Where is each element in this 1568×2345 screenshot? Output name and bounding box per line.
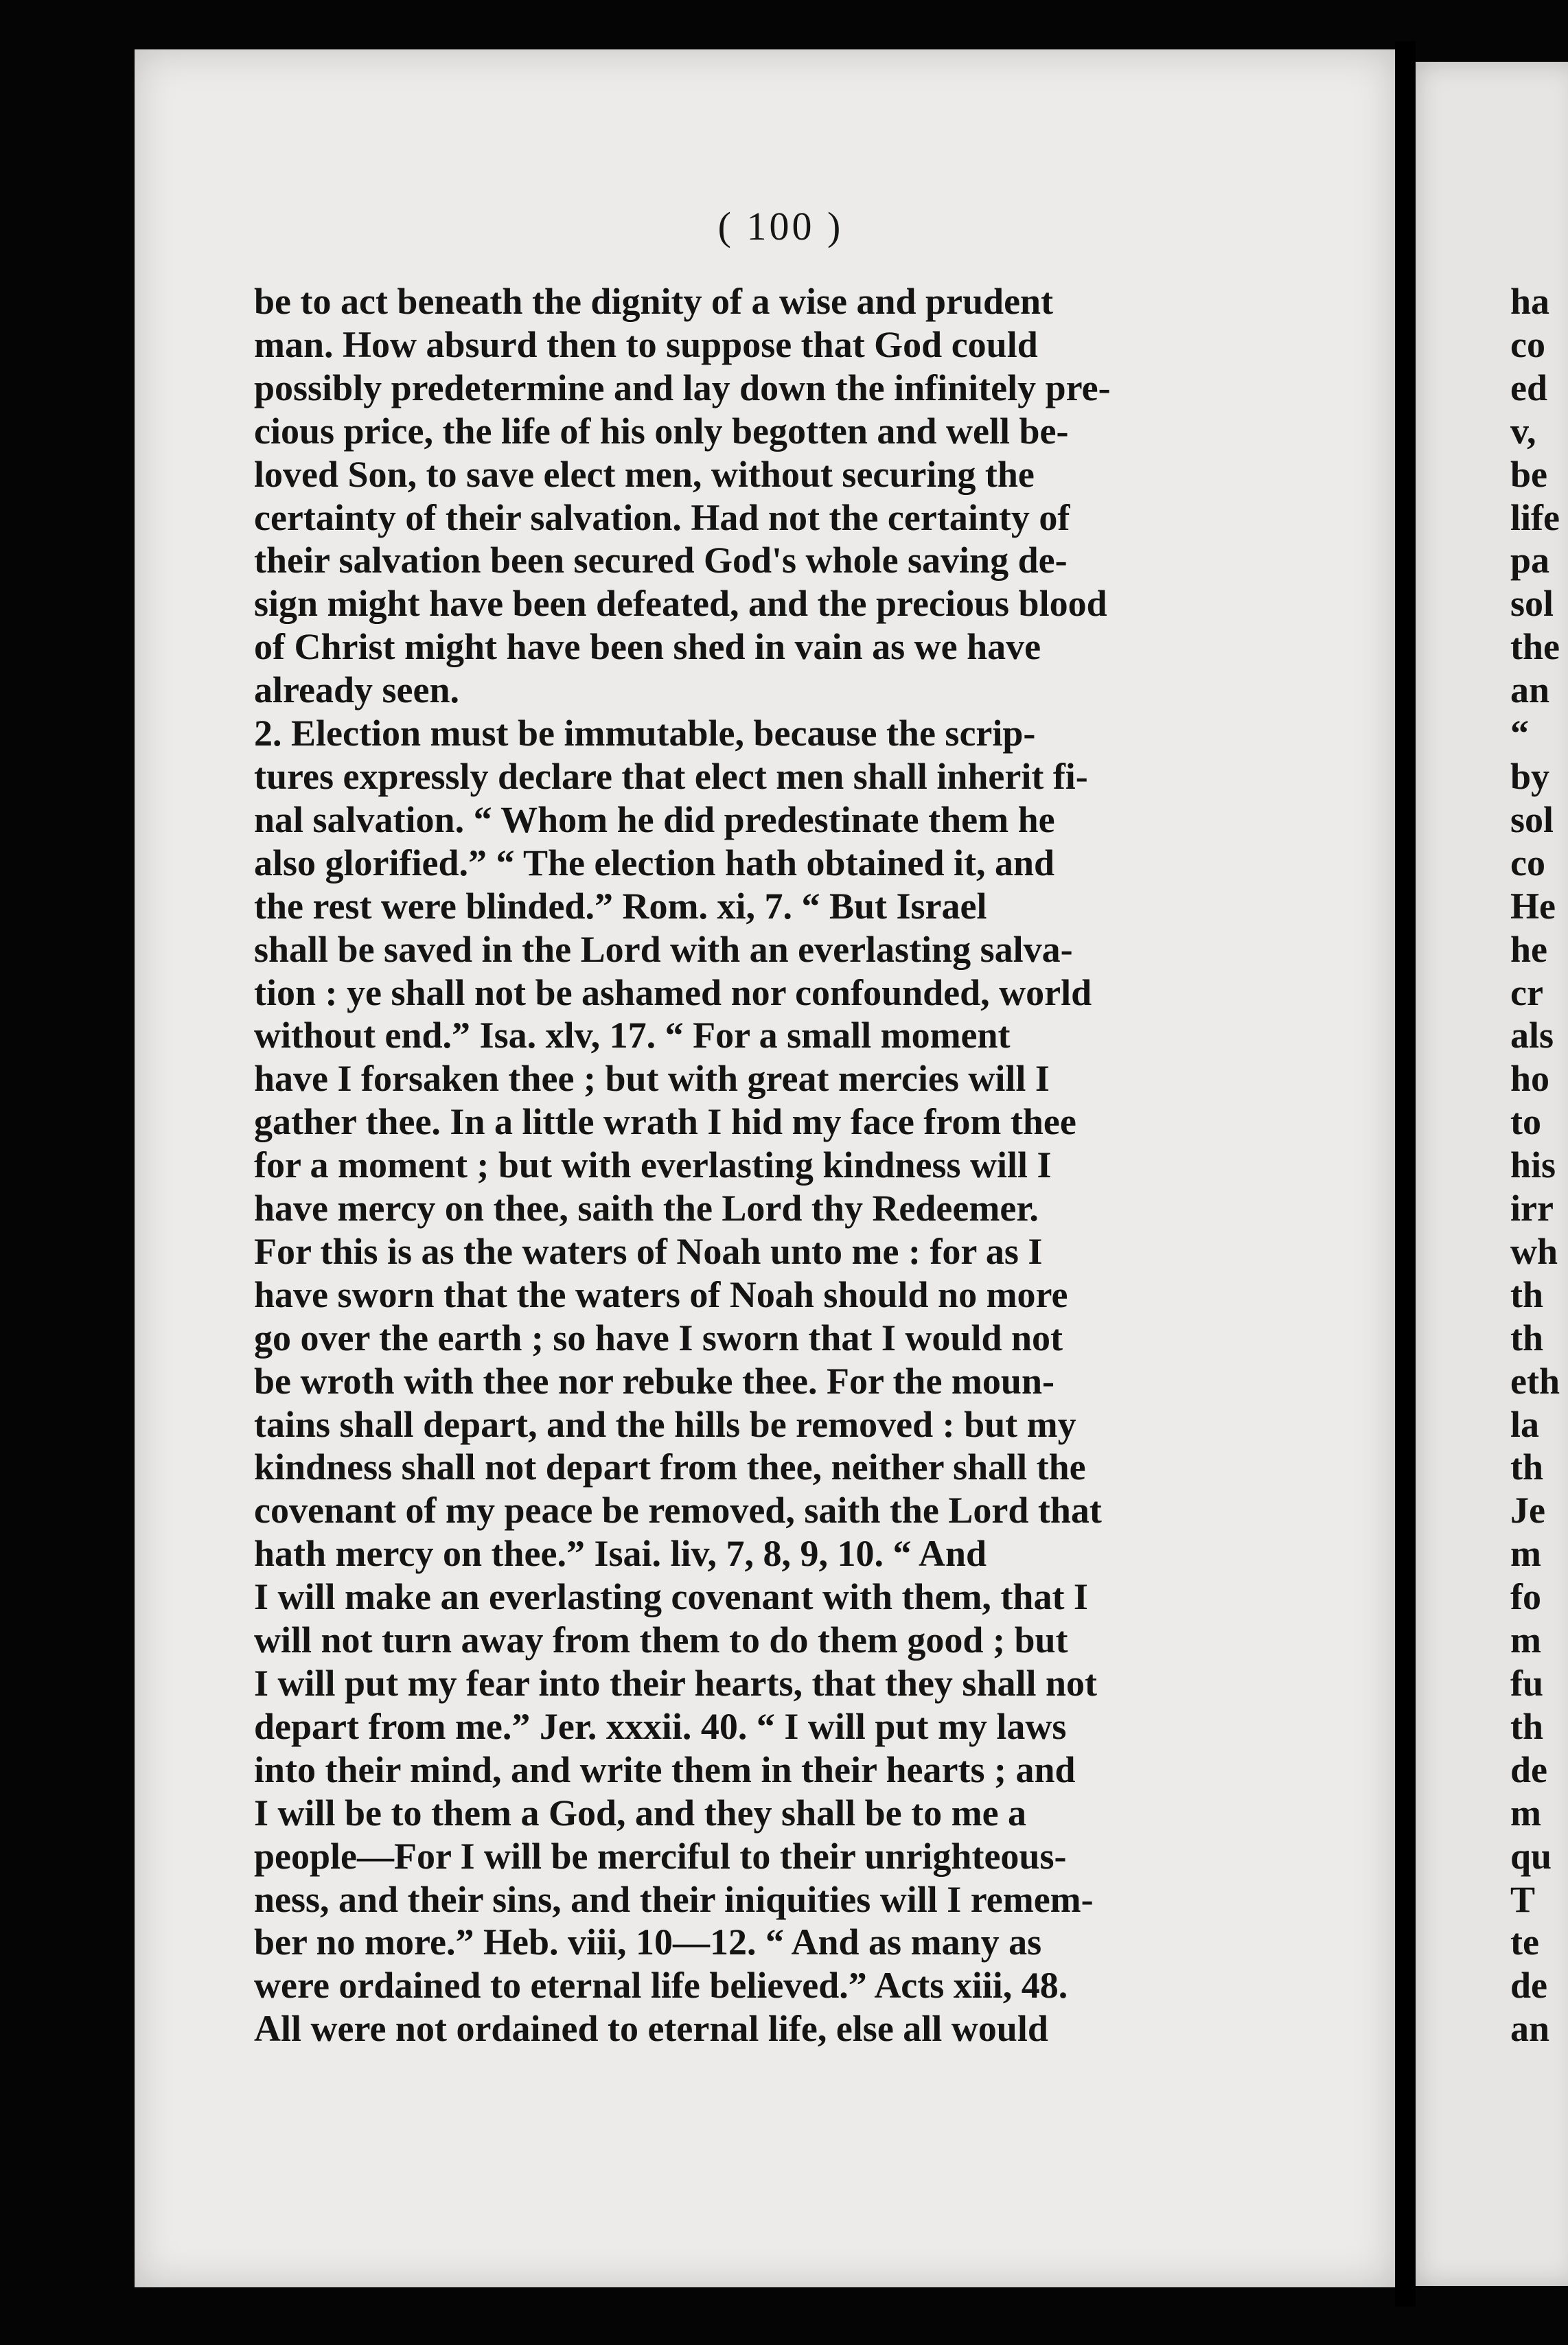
text-line: into their mind, and write them in their hearts ; and [254,1748,1076,1790]
text-line: kindness shall not depart from thee, neither shall the [254,1446,1086,1488]
right-page-line-fragment: te [1510,1921,1539,1963]
text-line: people—For I will be merciful to their unrighteous- [254,1835,1067,1877]
text-line: will not turn away from them to do them good ; but [254,1619,1068,1661]
right-page-fragment-text [1510,280,1568,2051]
right-page-line-fragment: he [1510,928,1547,970]
text-line: also glorified.” “ The election hath obtained it, and [254,842,1055,883]
text-line: have I forsaken thee ; but with great mercies will I [254,1058,1050,1100]
page-number-text: ( 100 ) [717,204,844,249]
right-page-line-fragment: th [1510,1705,1544,1747]
text-line: for a moment ; but with everlasting kindness will I [254,1144,1052,1186]
right-page-line-fragment: fo [1510,1576,1541,1618]
right-page-line-fragment: to [1510,1101,1541,1143]
right-page-line-fragment: sol [1510,583,1554,625]
text-line: sign might have been defeated, and the precious blood [254,583,1107,625]
right-page-line-fragment: co [1510,323,1545,365]
text-line: tion : ye shall not be ashamed nor confounded, world [254,971,1092,1013]
right-page-line-fragment: la [1510,1403,1540,1445]
text-line: loved Son, to save elect men, without securing the [254,453,1035,495]
right-page-line-fragment: ho [1510,1058,1550,1100]
right-page-line-fragment: de [1510,1748,1547,1790]
text-line: ness, and their sins, and their iniquities will I remem- [254,1878,1094,1920]
text-line: have mercy on thee, saith the Lord thy Redeemer. [254,1188,1039,1229]
text-line: possibly predetermine and lay down the infinitely pre- [254,367,1111,408]
right-page-line-fragment: de [1510,1965,1547,2007]
right-page-line-fragment: th [1510,1273,1544,1315]
right-page-line-fragment: m [1510,1619,1541,1661]
right-page-line-fragment: an [1510,2008,1550,2050]
page-number [0,203,1568,249]
text-line: be wroth with thee nor rebuke thee. For the moun- [254,1360,1054,1402]
text-line: cious price, the life of his only begotten and well be- [254,410,1069,452]
right-page-line-fragment: qu [1510,1835,1552,1877]
right-page-line-fragment: be [1510,453,1547,495]
right-page-line-fragment: eth [1510,1360,1560,1402]
text-line: without end.” Isa. xlv, 17. “ For a small moment [254,1015,1011,1056]
text-line: All were not ordained to eternal life, else all would [254,2008,1048,2050]
text-line: hath mercy on thee.” Isai. liv, 7, 8, 9, 10. “ And [254,1533,987,1575]
right-page-line-fragment: co [1510,842,1545,883]
right-page-line-fragment: “ [1510,713,1529,754]
right-page-line-fragment: irr [1510,1188,1554,1229]
text-line: the rest were blinded.” Rom. xi, 7. “ But Israel [254,885,987,927]
right-page-line-fragment: als [1510,1015,1554,1056]
right-page-line-fragment: by [1510,755,1550,797]
text-line: I will be to them a God, and they shall be to me a [254,1792,1027,1834]
right-page-line-fragment: cr [1510,971,1543,1013]
right-page-line-fragment: He [1510,885,1556,927]
right-page-line-fragment: life [1510,496,1560,538]
right-page-line-fragment: the [1510,626,1560,668]
text-line: certainty of their salvation. Had not the certainty of [254,496,1070,538]
right-page-line-fragment: m [1510,1792,1541,1834]
text-line: depart from me.” Jer. xxxii. 40. “ I will put my laws [254,1705,1067,1747]
book-gutter [1395,41,1416,2307]
right-page-line-fragment: v, [1510,410,1536,452]
text-line: I will make an everlasting covenant with them, that I [254,1576,1088,1618]
right-page-line-fragment: m [1510,1533,1541,1575]
right-page-line-fragment: his [1510,1144,1556,1186]
text-line: tures expressly declare that elect men shall inherit fi- [254,755,1088,797]
text-line: tains shall depart, and the hills be removed : but my [254,1403,1076,1445]
text-line: 2. Election must be immutable, because the scrip- [254,713,1036,754]
right-page-line-fragment: ha [1510,281,1550,322]
text-line: go over the earth ; so have I sworn that I would not [254,1317,1063,1359]
text-line: ber no more.” Heb. viii, 10—12. “ And as many as [254,1921,1042,1963]
right-page-line-fragment: sol [1510,798,1554,840]
right-page-line-fragment: an [1510,669,1550,711]
right-page-line-fragment: wh [1510,1230,1558,1272]
right-page-line-fragment: T [1510,1878,1536,1920]
right-page-line-fragment: ed [1510,367,1547,408]
text-line: were ordained to eternal life believed.” Acts xiii, 48. [254,1965,1068,2007]
text-line: I will put my fear into their hearts, that they shall not [254,1663,1097,1704]
text-line: shall be saved in the Lord with an everlasting salva- [254,928,1073,970]
text-line: For this is as the waters of Noah unto me : for as I [254,1230,1043,1272]
left-page-body-text [254,280,1243,2051]
text-line: covenant of my peace be removed, saith the Lord that [254,1490,1102,1532]
text-line: have sworn that the waters of Noah should no more [254,1273,1068,1315]
right-page-line-fragment: th [1510,1317,1544,1359]
text-line: of Christ might have been shed in vain as we have [254,626,1041,668]
text-line: man. How absurd then to suppose that God could [254,323,1038,365]
text-line: their salvation been secured God's whole saving de- [254,540,1068,581]
right-page-line-fragment: th [1510,1446,1544,1488]
right-page-line-fragment: fu [1510,1663,1544,1704]
right-page-line-fragment: pa [1510,540,1550,581]
text-line: nal salvation. “ Whom he did predestinate them he [254,798,1055,840]
text-line: be to act beneath the dignity of a wise and prudent [254,281,1054,322]
right-page-line-fragment: Je [1510,1490,1545,1532]
text-line: gather thee. In a little wrath I hid my face from thee [254,1101,1076,1143]
text-line: already seen. [254,669,459,711]
